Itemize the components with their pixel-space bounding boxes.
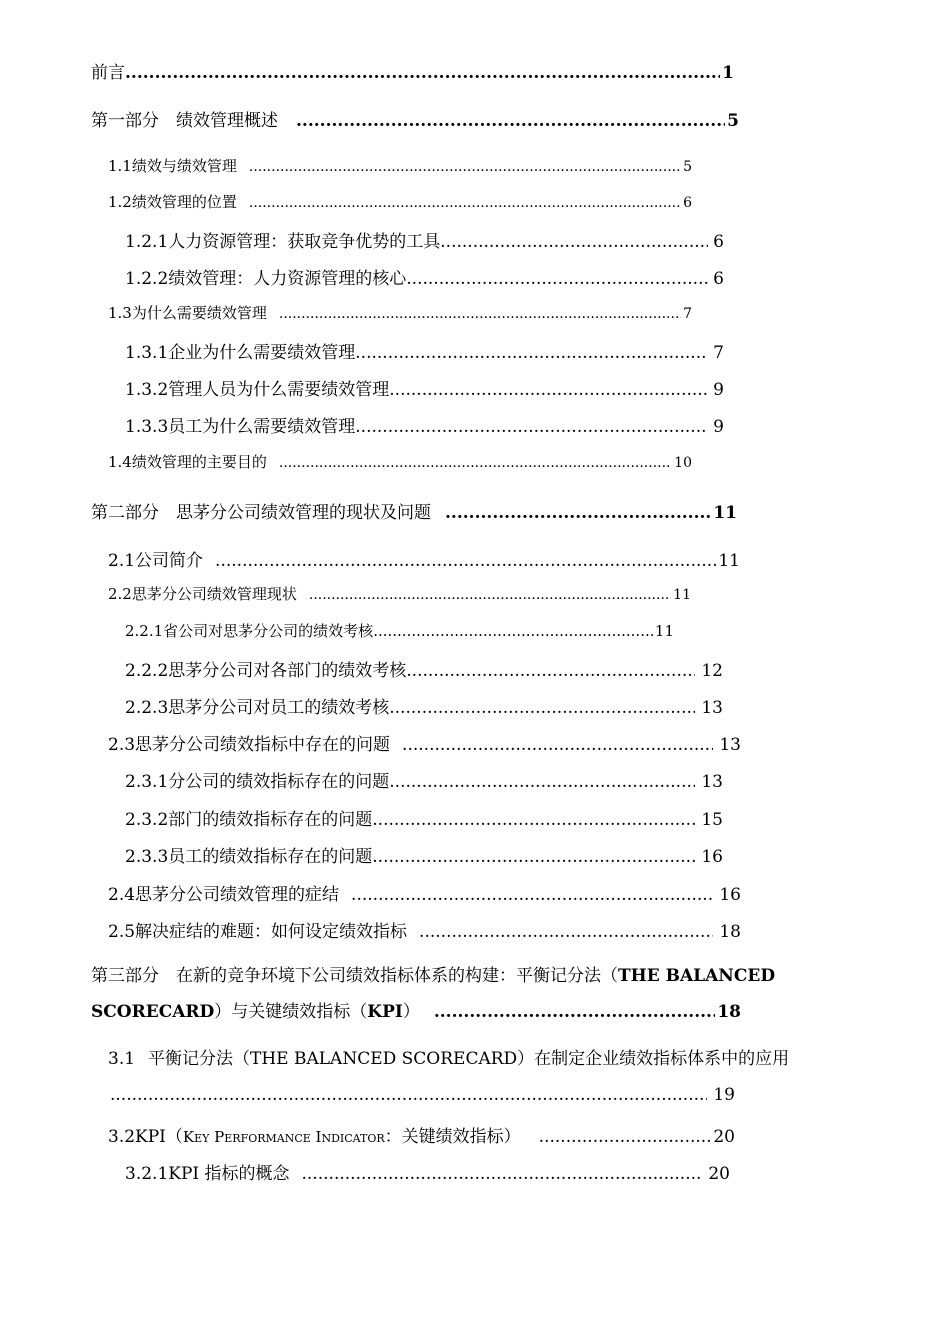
toc-title: 绩效管理的主要目的 — [131, 453, 267, 471]
toc-page: 12 — [701, 661, 723, 681]
toc-entry-2-3-3[interactable] — [125, 842, 723, 867]
toc-title: 企业为什么需要绩效管理 — [168, 343, 356, 363]
toc-title: 思茅分公司对员工的绩效考核 — [168, 698, 390, 718]
leader-dots — [419, 922, 713, 942]
leader-dots — [440, 232, 708, 252]
toc-entry-preface[interactable] — [91, 58, 734, 83]
toc-entry-1-2-2[interactable] — [125, 264, 724, 289]
leader-dots — [434, 994, 716, 1030]
toc-title-line-1 — [108, 1041, 843, 1077]
toc-title: 解决症结的难题：如何设定绩效指标 — [135, 922, 408, 942]
leader-dots — [402, 735, 713, 755]
toc-page: 13 — [719, 735, 741, 755]
toc-page: 18 — [719, 922, 741, 942]
toc-title-line-2 — [110, 1077, 735, 1113]
leader-dots — [445, 503, 711, 523]
toc-entry-2-5[interactable] — [108, 917, 741, 942]
toc-entry-1-3-1[interactable] — [125, 338, 724, 363]
leader-dots — [389, 698, 695, 718]
toc-number: 1.4 — [108, 453, 132, 471]
toc-number: 3.2 — [108, 1127, 136, 1147]
toc-number: 2.3.3 — [125, 847, 169, 867]
toc-title-bold: SCORECARD — [91, 1002, 215, 1022]
toc-title-line-2 — [91, 994, 741, 1030]
leader-dots — [406, 269, 708, 289]
toc-page: 20 — [713, 1127, 735, 1147]
toc-title: 公司简介 — [135, 551, 204, 571]
leader-dots — [406, 661, 695, 681]
leader-dots — [249, 195, 681, 211]
toc-title: 第一部分 绩效管理概述 — [91, 111, 278, 131]
toc-page: 16 — [701, 847, 723, 867]
leader-dots — [249, 159, 681, 175]
toc-title: 平衡记分法（THE BALANCED SCORECARD）在制定企业绩效指标体系中的应用 — [148, 1049, 790, 1069]
toc-title: 思茅分公司绩效管理的症结 — [135, 885, 340, 905]
leader-dots — [309, 587, 671, 603]
toc-entry-3-2-1[interactable] — [125, 1159, 730, 1184]
toc-number: 2.5 — [108, 922, 136, 942]
toc-entry-2-3[interactable] — [108, 730, 741, 755]
toc-entry-2-2-1[interactable] — [125, 620, 674, 641]
toc-number: 2.1 — [108, 551, 136, 571]
toc-page: 18 — [717, 1002, 741, 1022]
toc-title-prefix: KPI（ — [135, 1127, 183, 1147]
toc-number: 1.3.2 — [125, 380, 169, 400]
toc-entry-2-2-3[interactable] — [125, 693, 723, 718]
toc-number: 1.3.1 — [125, 343, 169, 363]
toc-entry-part3[interactable] — [91, 958, 841, 1030]
toc-page: 10 — [674, 455, 692, 471]
toc-title: 绩效管理的位置 — [131, 193, 237, 211]
toc-entry-2-4[interactable] — [108, 880, 741, 905]
toc-title: 思茅分公司绩效管理现状 — [131, 585, 297, 603]
toc-title: KPI 指标的概念 — [168, 1164, 290, 1184]
leader-dots — [539, 1127, 712, 1147]
toc-entry-1-4[interactable] — [108, 451, 692, 472]
leader-dots — [279, 306, 681, 322]
leader-dots — [355, 343, 708, 363]
toc-entry-3-1[interactable] — [108, 1041, 843, 1113]
toc-title: 人力资源管理：获取竞争优势的工具 — [168, 232, 441, 252]
toc-entry-part2[interactable] — [91, 498, 737, 523]
toc-page: 7 — [683, 306, 692, 322]
leader-dots — [351, 885, 713, 905]
toc-page: 9 — [713, 380, 724, 400]
toc-page: 5 — [683, 159, 692, 175]
toc-page: 6 — [713, 269, 724, 289]
toc-title: 部门的绩效指标存在的问题 — [168, 810, 373, 830]
toc-title-bold: KPI — [367, 1002, 403, 1022]
leader-dots — [215, 551, 716, 571]
toc-title: 绩效管理：人力资源管理的核心 — [168, 269, 407, 289]
toc-entry-part1[interactable] — [91, 106, 739, 131]
toc-title: 省公司对思茅分公司的绩效考核 — [163, 622, 374, 640]
leader-dots — [373, 622, 653, 640]
toc-title-small-caps: Key Performance Indicator — [182, 1128, 385, 1146]
toc-title: 员工的绩效指标存在的问题 — [168, 847, 373, 867]
leader-dots — [125, 63, 720, 83]
toc-page: 11 — [654, 622, 674, 640]
toc-entry-3-2[interactable] — [108, 1122, 735, 1147]
toc-title: 管理人员为什么需要绩效管理 — [168, 380, 390, 400]
toc-page: 5 — [727, 111, 739, 131]
toc-page: 1 — [722, 63, 734, 83]
toc-number: 1.2 — [108, 193, 132, 211]
toc-entry-1-2-1[interactable] — [125, 227, 724, 252]
toc-title: 第二部分 思茅分公司绩效管理的现状及问题 — [91, 503, 431, 523]
toc-page: 7 — [713, 343, 724, 363]
toc-number: 3.2.1 — [125, 1164, 169, 1184]
toc-entry-2-2[interactable] — [108, 583, 691, 604]
leader-dots — [279, 455, 669, 471]
toc-page: 6 — [713, 232, 724, 252]
toc-number: 1.2.1 — [125, 232, 169, 252]
toc-title-suffix: ：关键绩效指标） — [384, 1127, 521, 1147]
toc-page: 15 — [701, 810, 723, 830]
toc-number: 1.3 — [108, 304, 132, 322]
toc-entry-2-3-1[interactable] — [125, 767, 723, 792]
leader-dots — [372, 847, 695, 867]
toc-page: 9 — [713, 417, 724, 437]
leader-dots — [372, 810, 695, 830]
toc-number: 2.3.1 — [125, 772, 169, 792]
toc-title-line-1 — [91, 958, 841, 994]
toc-page: 19 — [713, 1085, 735, 1105]
leader-dots — [389, 772, 695, 792]
toc-title-suffix: ） — [402, 1002, 420, 1022]
leader-dots — [389, 380, 708, 400]
toc-page: 16 — [719, 885, 741, 905]
toc-title-prefix: 第三部分 在新的竞争环境下公司绩效指标体系的构建：平衡记分法（ — [91, 966, 618, 986]
leader-dots — [302, 1164, 703, 1184]
toc-entry-2-1[interactable] — [108, 546, 740, 571]
toc-page: 11 — [718, 551, 740, 571]
toc-entry-1-3-2[interactable] — [125, 375, 724, 400]
toc-page: 11 — [713, 503, 737, 523]
toc-page: 6 — [683, 195, 692, 211]
toc-title: 思茅分公司绩效指标中存在的问题 — [135, 735, 391, 755]
toc-number: 1.1 — [108, 157, 132, 175]
toc-number: 2.4 — [108, 885, 136, 905]
toc-entry-2-2-2[interactable] — [125, 656, 723, 681]
leader-dots — [296, 111, 725, 131]
toc-number: 2.2.3 — [125, 698, 169, 718]
toc-number: 2.2.2 — [125, 661, 169, 681]
leader-dots — [355, 417, 708, 437]
toc-title: 思茅分公司对各部门的绩效考核 — [168, 661, 407, 681]
toc-page: 11 — [673, 587, 691, 603]
toc-entry-1-2[interactable] — [108, 191, 692, 212]
toc-entry-2-3-2[interactable] — [125, 805, 723, 830]
toc-title: 前言 — [91, 63, 125, 83]
toc-entry-1-3[interactable] — [108, 302, 692, 323]
toc-entry-1-3-3[interactable] — [125, 412, 724, 437]
toc-page: 20 — [708, 1164, 730, 1184]
toc-title: 为什么需要绩效管理 — [131, 304, 267, 322]
toc-title-bold: THE BALANCED — [618, 966, 776, 986]
toc-title: 绩效与绩效管理 — [131, 157, 237, 175]
toc-number: 3.1 — [108, 1049, 136, 1069]
toc-entry-1-1[interactable] — [108, 155, 692, 176]
toc-page: 13 — [701, 772, 723, 792]
toc-page: 13 — [701, 698, 723, 718]
toc-number: 2.2.1 — [125, 622, 164, 640]
toc-number: 1.3.3 — [125, 417, 169, 437]
toc-number: 1.2.2 — [125, 269, 169, 289]
toc-title: 员工为什么需要绩效管理 — [168, 417, 356, 437]
toc-number: 2.2 — [108, 585, 132, 603]
leader-dots — [110, 1077, 707, 1113]
toc-number: 2.3.2 — [125, 810, 169, 830]
toc-number: 2.3 — [108, 735, 136, 755]
toc-title-mid: ）与关键绩效指标（ — [214, 1002, 368, 1022]
toc-title: 分公司的绩效指标存在的问题 — [168, 772, 390, 792]
